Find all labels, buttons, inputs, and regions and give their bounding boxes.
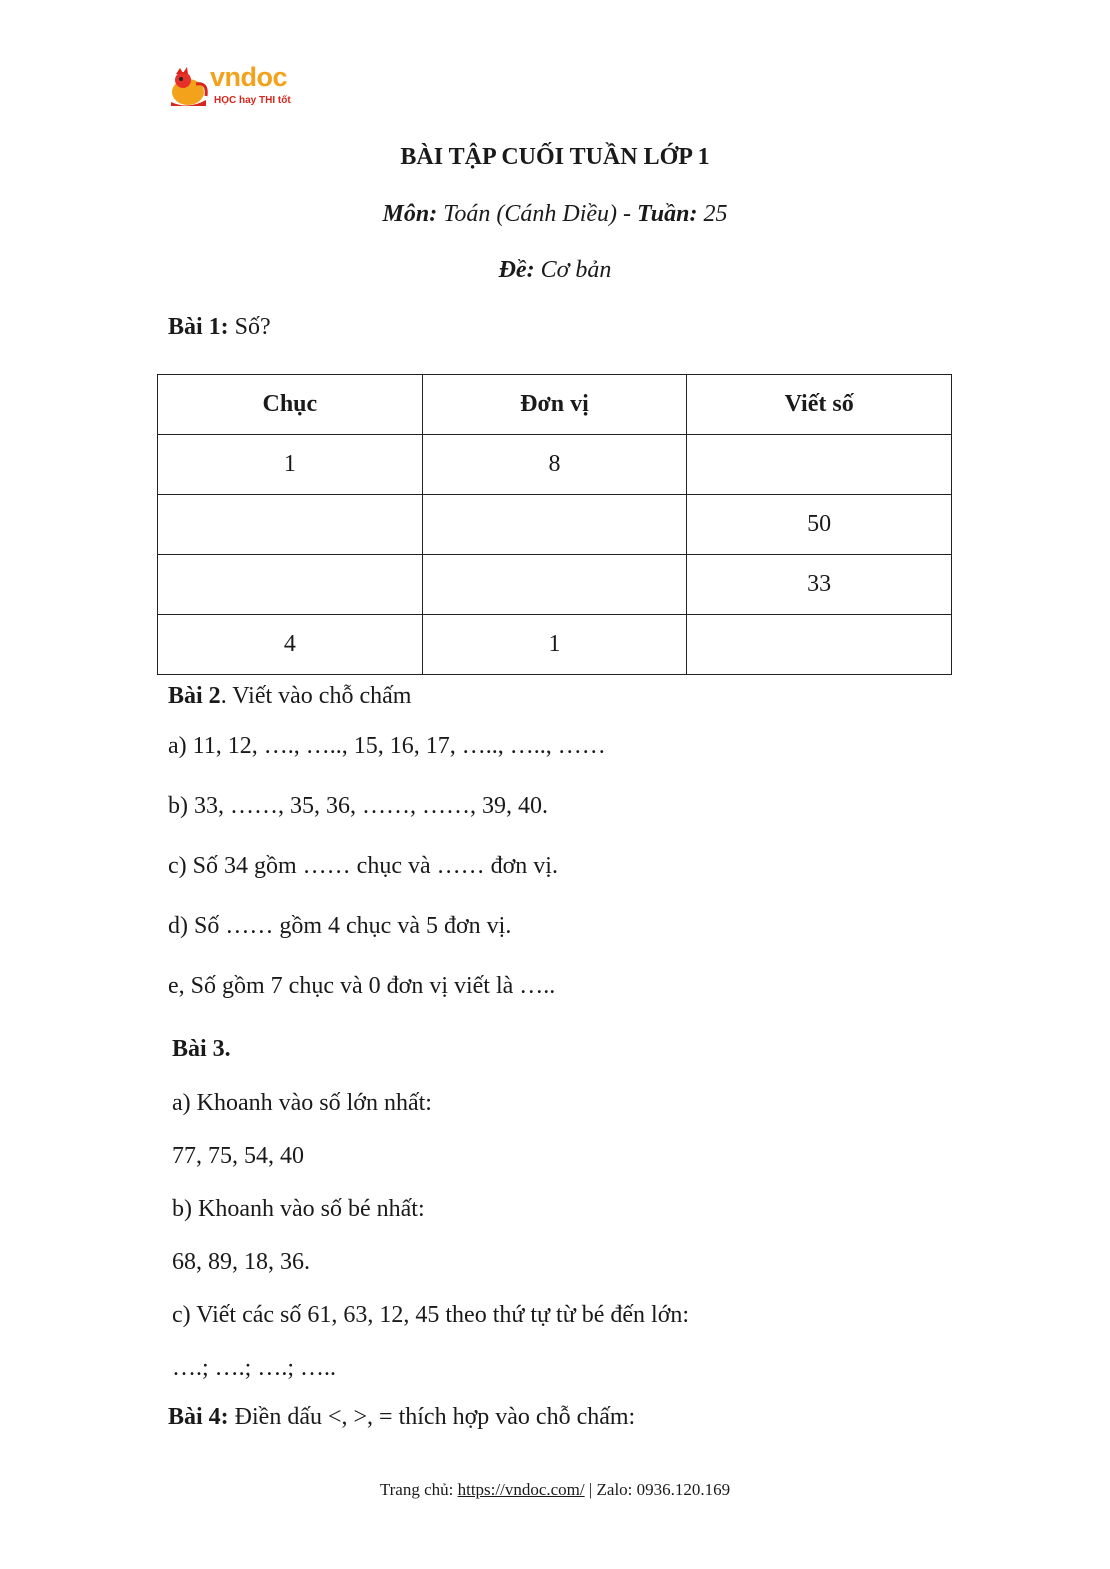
logo-tagline: HỌC hay THI tốt: [214, 95, 291, 106]
subject-line: [0, 201, 1110, 228]
bai1-label: Bài 1:: [168, 314, 229, 340]
week-value: 25: [703, 201, 728, 227]
bai2-prompt: . Viết vào chỗ chấm: [220, 683, 412, 709]
bai4-heading: [168, 1404, 635, 1431]
bai3-heading: Bài 3.: [172, 1036, 231, 1062]
header-don-vi: Đơn vị: [422, 375, 687, 435]
table-cell[interactable]: [687, 615, 952, 675]
subject-label: Môn:: [382, 201, 438, 227]
table-cell[interactable]: [158, 555, 423, 615]
level-label: Đề:: [498, 257, 535, 283]
header-chuc: Chục: [158, 375, 423, 435]
table-row: [158, 495, 952, 555]
footer-zalo: | Zalo: 0936.120.169: [588, 1480, 731, 1499]
place-value-table: [157, 374, 952, 675]
bai4-label: Bài 4:: [168, 1404, 229, 1430]
bai2-item-d: d) Số …… gồm 4 chục và 5 đơn vị.: [168, 913, 512, 939]
bai3-line-a: a) Khoanh vào số lớn nhất:: [172, 1090, 432, 1116]
level-line: [0, 257, 1110, 284]
page-footer: [0, 1480, 1110, 1500]
logo-brand-text: vndoc: [210, 62, 288, 92]
bai1-heading: [168, 314, 271, 341]
bai2-item-e: e, Số gồm 7 chục và 0 đơn vị viết là …..: [168, 973, 556, 999]
table-cell: 50: [687, 495, 952, 555]
vndoc-logo[interactable]: [166, 62, 316, 112]
table-cell[interactable]: [687, 435, 952, 495]
table-cell[interactable]: [158, 495, 423, 555]
footer-home-link[interactable]: https://vndoc.com/: [457, 1480, 585, 1499]
bai3-numbers-b: 68, 89, 18, 36.: [172, 1249, 310, 1275]
table-cell[interactable]: [422, 495, 687, 555]
bai2-item-c: c) Số 34 gồm …… chục và …… đơn vị.: [168, 853, 558, 879]
table-cell: 1: [158, 435, 423, 495]
worksheet-title: BÀI TẬP CUỐI TUẦN LỚP 1: [400, 144, 710, 170]
bai1-prompt: Số?: [234, 314, 271, 340]
table-cell: 8: [422, 435, 687, 495]
table-cell: 33: [687, 555, 952, 615]
table-row: [158, 615, 952, 675]
bai2-heading: [168, 683, 411, 710]
bai3-line-b: b) Khoanh vào số bé nhất:: [172, 1196, 425, 1222]
header-viet-so: Viết số: [687, 375, 952, 435]
bai3-line-c: c) Viết các số 61, 63, 12, 45 theo thứ tự từ bé đến lớn:: [172, 1302, 690, 1328]
bai4-prompt: Điền dấu <, >, = thích hợp vào chỗ chấm:: [234, 1404, 636, 1430]
table-header-row: [158, 375, 952, 435]
bai2-item-b: b) 33, ……, 35, 36, ……, ……, 39, 40.: [168, 793, 548, 819]
footer-home-label: Trang chủ:: [379, 1480, 454, 1499]
bai2-item-a: a) 11, 12, …., ….., 15, 16, 17, ….., ….., ……: [168, 733, 606, 759]
table-row: [158, 435, 952, 495]
rooster-mascot-icon: [166, 66, 212, 110]
week-label: Tuần:: [637, 201, 698, 227]
bai2-label: Bài 2: [168, 683, 221, 709]
table-cell[interactable]: [422, 555, 687, 615]
table-cell: 4: [158, 615, 423, 675]
level-value: Cơ bản: [540, 257, 612, 283]
subject-value: Toán (Cánh Diều) -: [443, 201, 631, 227]
bai3-numbers-a: 77, 75, 54, 40: [172, 1143, 304, 1169]
table-row: [158, 555, 952, 615]
table-cell: 1: [422, 615, 687, 675]
bai3-blanks-c: ….; ….; ….; …..: [172, 1355, 337, 1381]
